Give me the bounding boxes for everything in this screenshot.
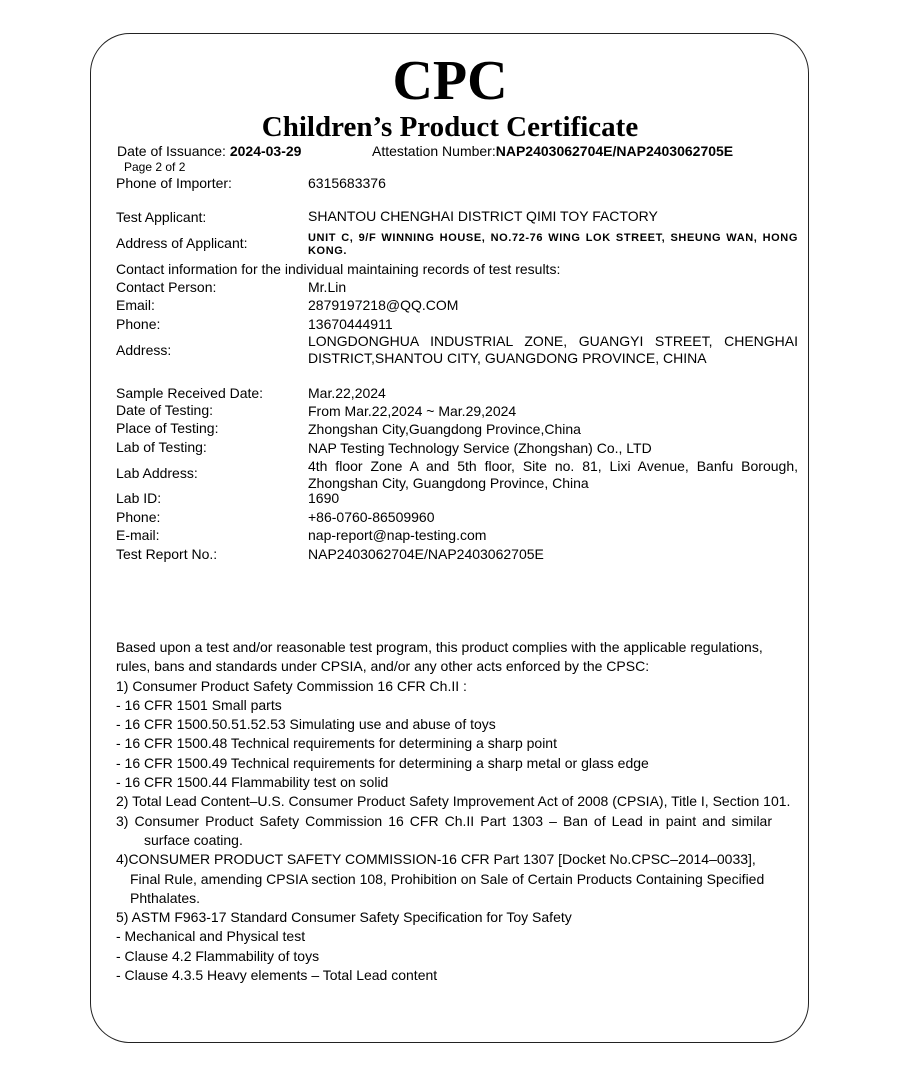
- lab-label: Lab of Testing:: [116, 439, 207, 455]
- certificate-subtitle: Children’s Product Certificate: [261, 111, 639, 143]
- certificate-title: CPC: [392, 50, 508, 112]
- attestation-number-label: Attestation Number:: [372, 143, 496, 159]
- contact-intro: Contact information for the individual maintaining records of test results:: [116, 261, 561, 277]
- applicant-value: SHANTOU CHENGHAI DISTRICT QIMI TOY FACTORY: [308, 208, 658, 224]
- email-label: Email:: [116, 297, 155, 313]
- issuance-date-label: Date of Issuance:: [117, 143, 226, 159]
- lab-phone-value: +86-0760-86509960: [308, 509, 435, 525]
- testing-place-value: Zhongshan City,Guangdong Province,China: [308, 421, 581, 437]
- testing-date-value: From Mar.22,2024 ~ Mar.29,2024: [308, 403, 517, 419]
- lab-value: NAP Testing Technology Service (Zhongshan) Co., LTD: [308, 440, 652, 456]
- applicant-address-value: UNIT C, 9/F WINNING HOUSE, NO.72-76 WING LOK STREET, SHEUNG WAN, HONG KONG.: [308, 232, 798, 257]
- report-no-value: NAP2403062704E/NAP2403062705E: [308, 546, 544, 562]
- compliance-item-5-sub: - Clause 4.3.5 Heavy elements – Total Lead content: [116, 967, 438, 984]
- compliance-item-5: 5) ASTM F963-17 Standard Consumer Safety Specification for Toy Safety: [116, 909, 572, 926]
- compliance-item-3-line-2: surface coating.: [144, 831, 243, 848]
- compliance-item-5-sub: - Mechanical and Physical test: [116, 928, 306, 945]
- applicant-label: Test Applicant:: [116, 209, 207, 225]
- lab-email-label: E-mail:: [116, 527, 160, 543]
- compliance-intro-line-2: rules, bans and standards under CPSIA, and/or any other acts enforced by the CPSC:: [116, 658, 650, 675]
- phone-value: 13670444911: [308, 316, 393, 332]
- testing-date-label: Date of Testing:: [116, 402, 214, 418]
- sample-received-value: Mar.22,2024: [308, 385, 386, 401]
- address-value: LONGDONGHUA INDUSTRIAL ZONE, GUANGYI STREET, CHENGHAI DISTRICT,SHANTOU CITY, GUANGDONG PROVINCE, CHINA: [308, 333, 798, 366]
- compliance-item-1-sub: - 16 CFR 1500.48 Technical requirements for determining a sharp point: [116, 735, 557, 752]
- compliance-item-1-sub: - 16 CFR 1500.44 Flammability test on solid: [116, 774, 389, 791]
- compliance-item-2: 2) Total Lead Content–U.S. Consumer Product Safety Improvement Act of 2008 (CPSIA), Title I, Section 101.: [116, 793, 791, 810]
- compliance-statement: [116, 638, 791, 985]
- sample-received-label: Sample Received Date:: [116, 385, 264, 401]
- testing-place-label: Place of Testing:: [116, 420, 219, 436]
- compliance-item-5-sub: - Clause 4.2 Flammability of toys: [116, 947, 320, 964]
- phone-label: Phone:: [116, 316, 161, 332]
- lab-email-value: nap-report@nap-testing.com: [308, 527, 487, 543]
- lab-id-value: 1690: [308, 490, 340, 506]
- lab-address-value: 4th floor Zone A and 5th floor, Site no. 81, Lixi Avenue, Banfu Borough, Zhongshan City, Guangdong Province, China: [308, 458, 798, 491]
- issuance-date-value: 2024-03-29: [229, 143, 302, 159]
- page-number: Page 2 of 2: [124, 160, 186, 174]
- lab-phone-label: Phone:: [116, 509, 161, 525]
- email-value: 2879197218@QQ.COM: [308, 297, 459, 313]
- compliance-item-4-line-3: Phthalates.: [130, 889, 201, 906]
- attestation-number-value: NAP2403062704E/NAP2403062705E: [495, 143, 734, 159]
- importer-phone-label: Phone of Importer:: [116, 175, 232, 191]
- compliance-intro-line-1: Based upon a test and/or reasonable test program, this product complies with the applicable regulations,: [116, 639, 763, 655]
- compliance-item-4-line-1: 4)CONSUMER PRODUCT SAFETY COMMISSION-16 CFR Part 1307 [Docket No.CPSC–2014–0033],: [116, 851, 756, 868]
- compliance-item-1-sub: - 16 CFR 1501 Small parts: [116, 696, 282, 713]
- compliance-item-3-line-1: 3) Consumer Product Safety Commission 16 CFR Ch.II Part 1303 – Ban of Lead in paint and similar: [116, 812, 772, 829]
- compliance-item-1-sub: - 16 CFR 1500.50.51.52.53 Simulating use and abuse of toys: [116, 716, 496, 733]
- compliance-item-4-line-2: Final Rule, amending CPSIA section 108, Prohibition on Sale of Certain Products Containing Specified: [130, 870, 765, 887]
- lab-address-label: Lab Address:: [116, 465, 198, 481]
- importer-phone-value: 6315683376: [308, 175, 386, 191]
- contact-person-label: Contact Person:: [116, 279, 217, 295]
- applicant-address-label: Address of Applicant:: [116, 235, 248, 251]
- contact-person-value: Mr.Lin: [308, 279, 347, 295]
- report-no-label: Test Report No.:: [116, 546, 218, 562]
- compliance-item-1: 1) Consumer Product Safety Commission 16 CFR Ch.II :: [116, 677, 467, 694]
- issuance-date: [117, 143, 301, 160]
- lab-id-label: Lab ID:: [116, 490, 162, 506]
- compliance-item-1-sub: - 16 CFR 1500.49 Technical requirements for determining a sharp metal or glass edge: [116, 754, 649, 771]
- address-label: Address:: [116, 342, 172, 358]
- attestation-number: [372, 143, 733, 160]
